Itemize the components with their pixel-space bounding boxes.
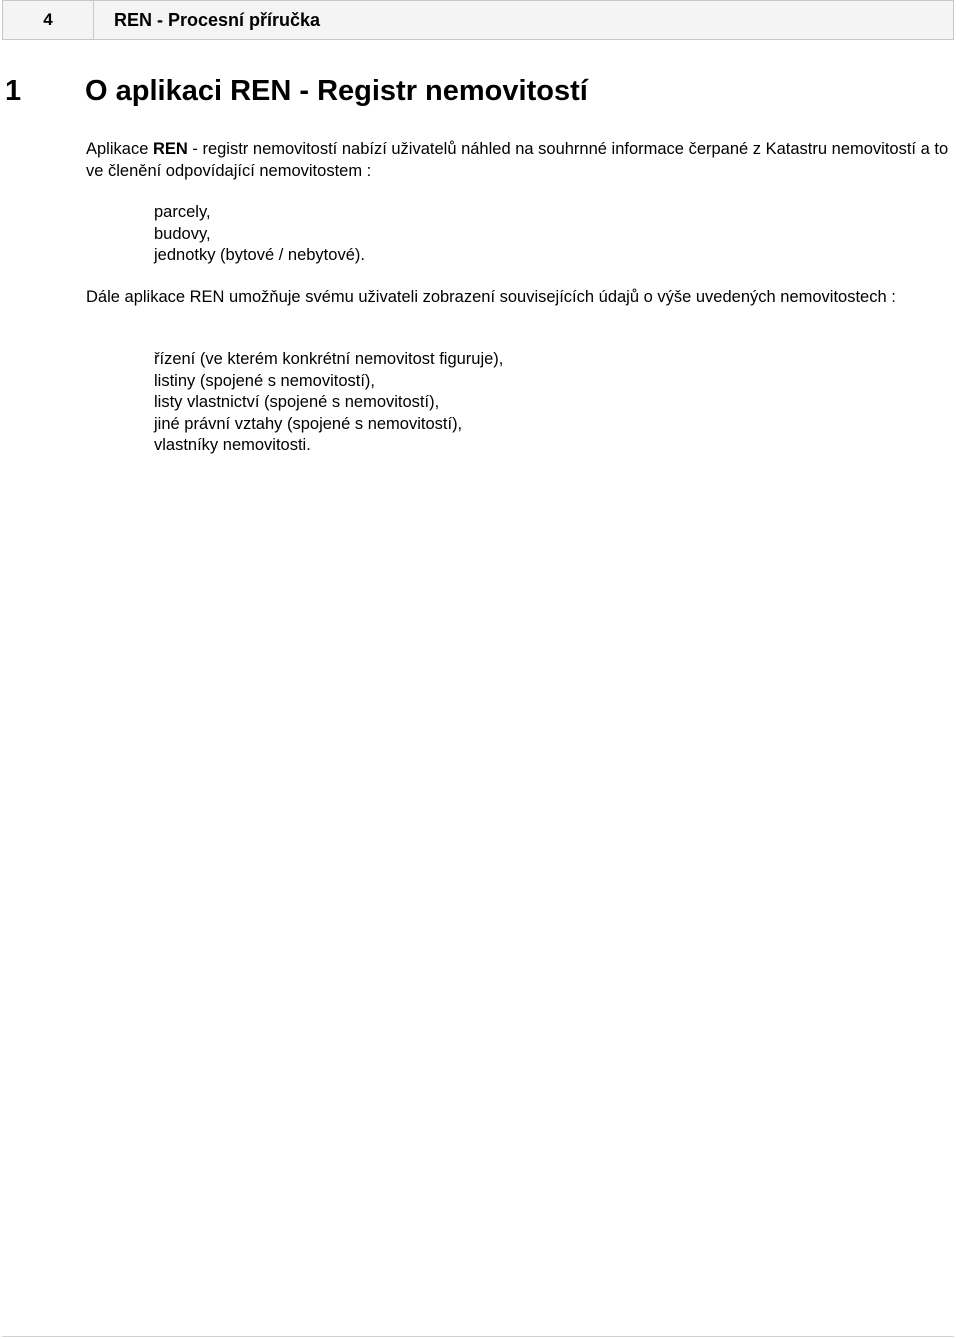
list-item: budovy, — [154, 224, 211, 243]
property-types-list — [154, 202, 365, 267]
page-header — [2, 0, 954, 41]
related-items-list — [154, 349, 503, 457]
list-item: listiny (spojené s nemovitostí), — [154, 371, 376, 390]
chapter-heading — [5, 73, 588, 109]
intro-paragraph — [86, 138, 952, 182]
list-item: řízení (ve kterém konkrétní nemovitost figuruje), — [154, 350, 504, 368]
chapter-title-text: O aplikaci REN - Registr nemovitostí — [85, 75, 588, 107]
list-item: jiné právní vztahy (spojené s nemovitostí), — [154, 414, 463, 433]
page-number: 4 — [2, 0, 94, 40]
related-data-paragraph: Dále aplikace REN umožňuje svému uživateli zobrazení souvisejících údajů o výše uvedených nemovitostech : — [86, 288, 896, 306]
list-item: parcely, — [154, 203, 211, 221]
chapter-number: 1 — [5, 75, 22, 107]
list-item: vlastníky nemovitosti. — [154, 436, 311, 454]
intro-rest: - registr nemovitostí nabízí uživatelů náhled na souhrnné informace čerpané z Katastru nemovitostí a to ve členění odpovídající nemovitostem : — [86, 140, 949, 180]
document-title: REN - Procesní příručka — [94, 0, 954, 40]
list-item: jednotky (bytové / nebytové). — [154, 246, 365, 264]
intro-prefix: Aplikace — [86, 140, 153, 158]
list-item: listy vlastnictví (spojené s nemovitostí), — [154, 393, 440, 411]
footer-divider — [2, 1336, 954, 1337]
intro-app-name: REN — [152, 140, 188, 158]
